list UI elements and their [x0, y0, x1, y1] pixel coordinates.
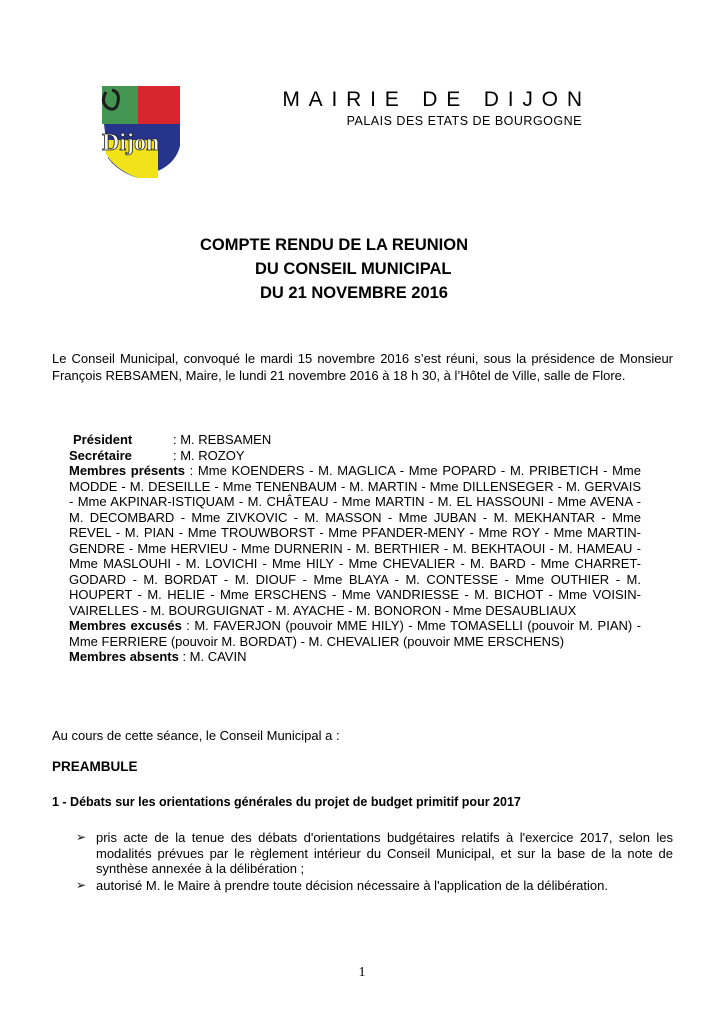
presents-value: : Mme KOENDERS - M. MAGLICA - Mme POPARD - M. PRIBETICH - Mme MODDE - M. DESEILLE - Mme TENENBAUM - M. MARTIN - Mme DILLENSEGER - M. GERVAIS - Mme AKPINAR-ISTIQUAM - M. CHÂTEAU - Mme MARTIN - M. EL HASSOUNI - Mme AVENA - M. DECOMBARD - Mme ZIVKOVIC - M. MASSON - Mme JUBAN - M. MEKHANTAR - Mme REVEL - M. PIAN - Mme TROUWBORST - Mme PFANDER-MENY - Mme ROY - Mme MARTIN-GENDRE - Mme HERVIEU - Mme DURNERIN - M. BERTHIER - M. BEKHTAOUI - M. HAMEAU - Mme MASLOUHI - M. LOVICHI - Mme HILY - Mme CHEVALIER - M. BARD - Mme CHARRET-GODARD - M. BORDAT - M. DIOUF - Mme BLAYA - M. CONTESSE - Mme OUTHIER - M. HOUPERT - M. HELIE - Mme ERSCHENS - Mme VANDRIESSE - M. BICHOT - Mme VOISIN-VAIRELLES - M. BOURGUIGNAT - M. AYACHE - M. BONORON - Mme DESAUBLIAUX: [69, 463, 641, 618]
arrow-bullet-icon: ➢: [76, 877, 87, 892]
absents-label: Membres absents: [69, 649, 179, 664]
preambule-heading: PREAMBULE: [52, 759, 138, 774]
presents-paragraph: [69, 463, 641, 618]
report-title-line2: DU CONSEIL MUNICIPAL: [255, 260, 452, 278]
excuses-paragraph: [69, 618, 641, 649]
president-row: [69, 432, 641, 448]
decision-text: autorisé M. le Maire à prendre toute décision nécessaire à l'application de la délibération.: [96, 877, 608, 893]
secretaire-label: Secrétaire: [69, 447, 132, 463]
decision-item: [76, 830, 673, 877]
logo-shield-green: [102, 86, 138, 124]
au-cours-text: Au cours de cette séance, le Conseil Municipal a :: [52, 728, 340, 743]
report-title: [200, 233, 468, 305]
absents-value: : M. CAVIN: [178, 649, 247, 664]
president-label: Président: [73, 432, 133, 447]
secretaire-value: : M. ROZOY: [173, 447, 245, 463]
logo-text: Dijon: [102, 130, 160, 156]
decision-text: pris acte de la tenue des débats d'orientations budgétaires relatifs à l'exercice 2017, selon les modalités prévues par le règlement intérieur du Conseil Municipal, et sur la base de la note de synthèse annexée à la délibération ;: [96, 830, 673, 876]
presents-label: Membres présents: [69, 463, 185, 478]
president-value: : M. REBSAMEN: [173, 432, 272, 447]
intro-paragraph: Le Conseil Municipal, convoqué le mardi 15 novembre 2016 s’est réuni, sous la présidence de Monsieur François REBSAMEN, Maire, le lundi 21 novembre 2016 à 18 h 30, à l’Hôtel de Ville, salle de Flore.: [52, 351, 673, 383]
report-title-line1: COMPTE RENDU DE LA REUNION: [200, 236, 468, 254]
page-number: 1: [358, 965, 366, 980]
decision-list: [76, 830, 673, 894]
excuses-value: : M. FAVERJON (pouvoir MME HILY) - Mme TOMASELLI (pouvoir M. PIAN) - Mme FERRIERE (pouvoir M. BORDAT) - M. CHEVALIER (pouvoir MME ERSCHENS): [69, 618, 641, 649]
mairie-title: MAIRIE DE DIJON: [282, 88, 591, 111]
dijon-logo: [98, 84, 182, 180]
report-title-line3: DU 21 NOVEMBRE 2016: [260, 284, 448, 302]
arrow-bullet-icon: ➢: [76, 830, 87, 844]
secretaire-row: [69, 448, 641, 464]
section-1-title: 1 - Débats sur les orientations générales du projet de budget primitif pour 2017: [52, 795, 521, 809]
excuses-label: Membres excusés: [69, 618, 182, 633]
attendance-block: [69, 432, 641, 665]
absents-paragraph: [69, 649, 641, 665]
decision-item: [76, 878, 673, 894]
mairie-subtitle: PALAIS DES ETATS DE BOURGOGNE: [346, 114, 582, 128]
